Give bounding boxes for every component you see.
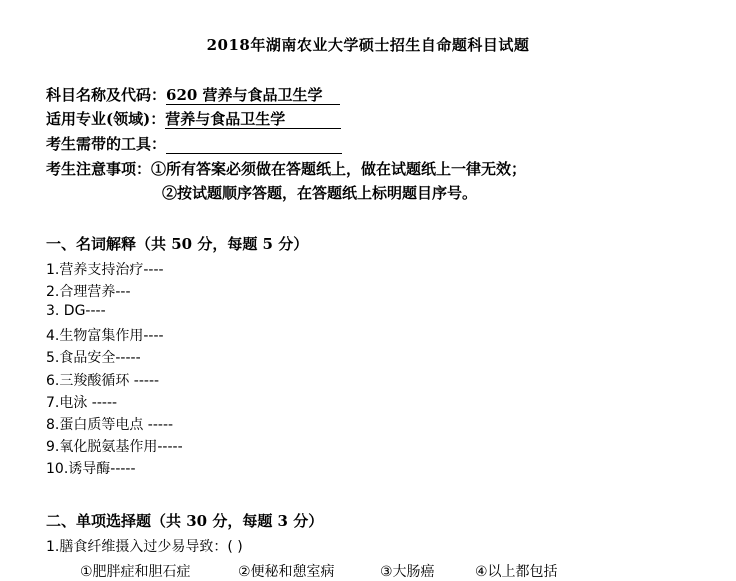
notes-label: 考生注意事项： bbox=[46, 160, 152, 178]
tools-value bbox=[166, 136, 342, 154]
term-item: 8.蛋白质等电点 ----- bbox=[46, 417, 174, 433]
exam-title: 2018年湖南农业大学硕士招生自命题科目试题 bbox=[206, 36, 530, 54]
term-item: 5.食品安全----- bbox=[46, 350, 141, 366]
tools-line bbox=[46, 133, 342, 154]
note-2: ②按试题顺序答题，在答题纸上标明题目序号。 bbox=[162, 184, 478, 202]
term-item: 10.诱导酶----- bbox=[46, 461, 136, 477]
subject-label: 科目名称及代码： bbox=[46, 86, 167, 104]
term-item: 3. DG---- bbox=[46, 303, 106, 319]
question-1: 1.膳食纤维摄入过少易导致：( ) bbox=[46, 539, 243, 555]
term-item: 1.营养支持治疗---- bbox=[46, 262, 164, 278]
term-item: 7.电泳 ----- bbox=[46, 395, 118, 411]
notes-line bbox=[46, 158, 526, 179]
major-label: 适用专业(领域)： bbox=[46, 110, 166, 128]
tools-label: 考生需带的工具： bbox=[46, 135, 167, 153]
major-value: 营养与食品卫生学 bbox=[165, 111, 341, 129]
note-1: ①所有答案必须做在答题纸上，做在试题纸上一律无效； bbox=[151, 160, 527, 178]
major-line bbox=[46, 108, 341, 129]
option-a: ①肥胖症和胆石症 bbox=[80, 564, 191, 580]
option-d: ④以上都包括 bbox=[475, 564, 558, 580]
section-1-heading: 一、名词解释（共 50 分，每题 5 分） bbox=[46, 235, 309, 253]
subject-value: 620 营养与食品卫生学 bbox=[166, 87, 340, 105]
section-2-heading: 二、单项选择题（共 30 分，每题 3 分） bbox=[46, 512, 324, 530]
subject-line bbox=[46, 84, 340, 105]
term-item: 4.生物富集作用---- bbox=[46, 328, 164, 344]
option-c: ③大肠癌 bbox=[380, 564, 435, 580]
option-b: ②便秘和憩室病 bbox=[238, 564, 335, 580]
term-item: 6.三羧酸循环 ----- bbox=[46, 373, 160, 389]
term-item: 9.氧化脱氨基作用----- bbox=[46, 439, 183, 455]
term-item: 2.合理营养--- bbox=[46, 284, 131, 300]
question-1-options bbox=[80, 561, 558, 581]
